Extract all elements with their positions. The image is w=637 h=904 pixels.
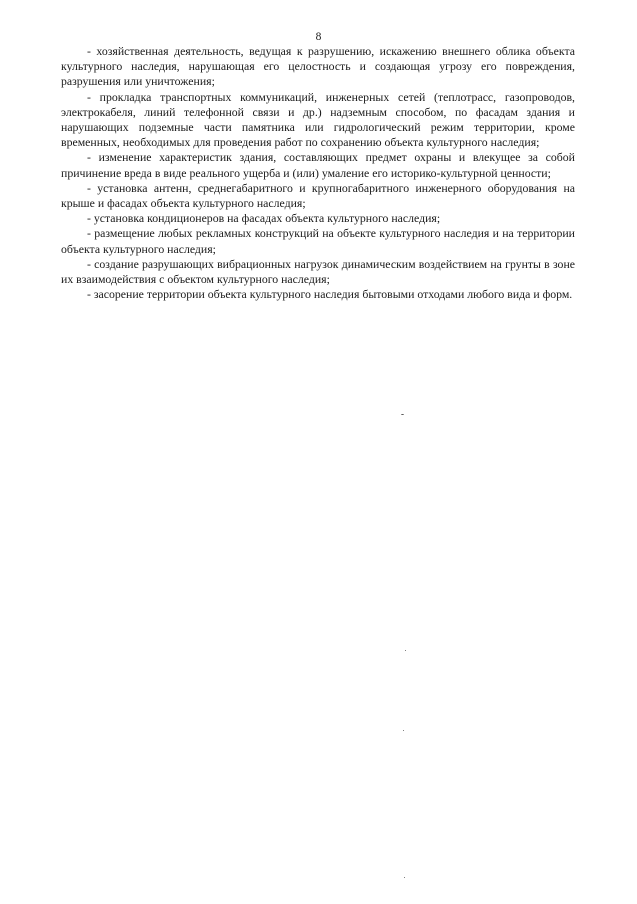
- page-number: 8: [315, 31, 322, 43]
- document-body: [61, 44, 575, 302]
- paragraph-2: - прокладка транспортных коммуникаций, инженерных сетей (теплотрасс, газопроводов, электрокабеля, линий телефонной связи и др.) надземным способом, по фасадам здания и нарушающих подземные части памятника или гидрологический режим территории, кроме временных, необходимых для проведения работ по сохранению объекта культурного наследия;: [61, 89, 575, 150]
- paragraph-4: - установка антенн, среднегабаритного и крупногабаритного инженерного оборудования на крыше и фасадах объекта культурного наследия;: [61, 180, 575, 211]
- paragraph-6: - размещение любых рекламных конструкций на объекте культурного наследия и на территории объекта культурного наследия;: [61, 226, 575, 256]
- scan-speck: [404, 877, 405, 878]
- scan-speck: [403, 730, 404, 731]
- scan-speck: [401, 414, 404, 415]
- paragraph-7: - создание разрушающих вибрационных нагрузок динамическим воздействием на грунты в зоне их взаимодействия с объектом культурного наследия;: [61, 256, 575, 287]
- paragraph-5: - установка кондиционеров на фасадах объекта культурного наследия;: [87, 211, 441, 226]
- paragraph-8: - засорение территории объекта культурного наследия бытовыми отходами любого вида и форм.: [87, 287, 573, 302]
- paragraph-1: - хозяйственная деятельность, ведущая к разрушению, искажению внешнего облика объекта культурного наследия, нарушающая его целостность и создающая угрозу его повреждения, разрушения или уничтожения;: [61, 44, 575, 89]
- scan-speck: [405, 650, 406, 651]
- paragraph-3: - изменение характеристик здания, составляющих предмет охраны и влекущее за собой причинение вреда в виде реального ущерба и (или) умаление его историко-культурной ценности;: [61, 150, 575, 180]
